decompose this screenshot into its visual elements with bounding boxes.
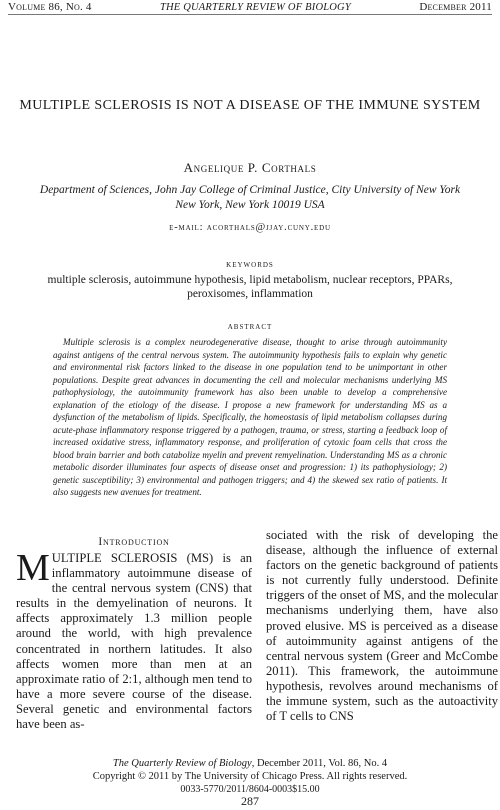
body-column-right <box>266 528 498 724</box>
issue-date: December 2011 <box>419 1 492 13</box>
page-number: 287 <box>241 794 259 808</box>
citation-journal: The Quarterly Review of Biology <box>112 758 252 769</box>
introduction-left-text: ULTIPLE SCLEROSIS (MS) is an inflammatory autoimmune disease of the central nervous system (CNS) that results in the demyelination of neurons. It affects approximately 1.3 million people around the world, with high prevalence concentrated in northern latitudes. It also affects women more than men at an approximate ratio of 2:1, although men tend to have a more severe course of the disease. Several genetic and environmental factors have been as- <box>16 551 252 732</box>
citation-line <box>0 757 500 770</box>
abstract-text: Multiple sclerosis is a complex neurodegenerative disease, thought to arise through autoimmunity against antigens of the central nervous system. The autoimmunity hypothesis fails to explain why genetic and environmental risk factors linked to the disease in one population tend to be unimportant in other populations. Despite great advances in documenting the cell and molecular mechanisms underlying MS pathophysiology, the autoimmunity framework has also been unable to develop a comprehensive explanation of the etiology of the disease. I propose a new framework for understanding MS as a dysfunction of the metabolism of lipids. Specifically, the homeostasis of lipid metabolism collapses during acute-phase inflammatory response triggered by a pathogen, trauma, or stress, starting a feedback loop of increased oxidative stress, inflammatory response, and proliferation of cytoxic foam cells that cross the blood brain barrier and both catabolize myelin and prevent remyelination. Understanding MS as a chronic metabolic disorder illuminates four aspects of disease onset and progression: 1) its pathophysiology; 2) genetic susceptibility; 3) environmental and pathogen triggers; and 4) the skewed sex ratio of patients. It also suggests new avenues for treatment. <box>53 337 447 497</box>
keywords-text: multiple sclerosis, autoimmune hypothesis, lipid metabolism, nuclear receptors, PPARs, peroxisomes, inflammation <box>47 274 453 300</box>
running-head <box>8 0 492 15</box>
volume-label: Volume 86, No. 4 <box>8 1 92 13</box>
drop-cap: M <box>16 547 50 589</box>
author-name: Angelique P. Corthals <box>183 160 317 175</box>
keywords-heading: keywords <box>226 260 274 270</box>
introduction-heading: Introduction <box>98 536 170 548</box>
author-affiliation <box>10 183 490 213</box>
abstract-heading: abstract <box>227 322 273 332</box>
author-email: e-mail: acorthals@jjay.cuny.edu <box>169 222 331 233</box>
introduction-paragraph <box>16 547 252 732</box>
citation-details: , December 2011, Vol. 86, No. 4 <box>251 758 388 769</box>
article-title: MULTIPLE SCLEROSIS IS NOT A DISEASE OF THE IMMUNE SYSTEM <box>19 98 481 113</box>
copyright-line: Copyright © 2011 by The University of Chicago Press. All rights reserved. <box>92 771 408 782</box>
issn-line: 0033-5770/2011/8604-0003$15.00 <box>180 784 320 795</box>
affiliation-line-2: New York, New York 10019 USA <box>175 199 325 211</box>
body-column-left <box>16 536 252 732</box>
introduction-right-text: sociated with the risk of developing the disease, although the influence of external factors on the genetic background of patients is not currently fully understood. Definite triggers of the onset of MS, and the molecular mechanisms underlying them, have also proved elusive. MS is perceived as a disease of autoimmunity against antigens of the central nervous system (Greer and McCombe 2011). This framework, the autoimmune hypothesis, revolves around mechanisms of the immune system, such as the autoactivity of T cells to CNS <box>266 528 498 724</box>
citation-footer <box>0 757 500 796</box>
affiliation-line-1: Department of Sciences, John Jay College of Criminal Justice, City University of New York <box>39 184 461 196</box>
journal-name: THE QUARTERLY REVIEW OF BIOLOGY <box>159 1 351 13</box>
